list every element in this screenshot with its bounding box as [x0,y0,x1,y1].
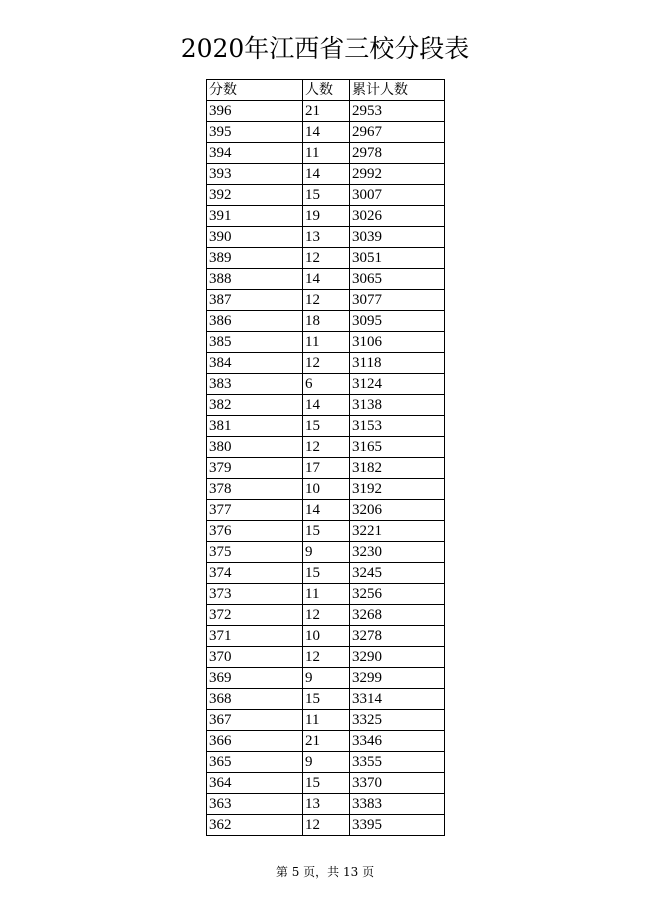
count-cell: 19 [303,206,350,227]
cumulative-cell: 3077 [350,290,445,311]
count-cell: 10 [303,626,350,647]
table-row [207,605,445,626]
table-row [207,500,445,521]
table-row [207,164,445,185]
count-cell: 17 [303,458,350,479]
table-row [207,206,445,227]
cumulative-cell: 3124 [350,374,445,395]
count-cell: 12 [303,437,350,458]
count-cell: 9 [303,752,350,773]
score-cell: 378 [207,479,303,500]
count-cell: 11 [303,710,350,731]
count-cell: 13 [303,794,350,815]
header-cumulative: 累计人数 [350,80,445,101]
score-cell: 369 [207,668,303,689]
cumulative-cell: 3268 [350,605,445,626]
score-cell: 366 [207,731,303,752]
table-row [207,563,445,584]
cumulative-cell: 3314 [350,689,445,710]
cumulative-cell: 2978 [350,143,445,164]
cumulative-cell: 3106 [350,332,445,353]
table-row [207,815,445,836]
cumulative-cell: 3355 [350,752,445,773]
table-row [207,626,445,647]
score-cell: 367 [207,710,303,731]
count-cell: 9 [303,668,350,689]
score-cell: 373 [207,584,303,605]
score-cell: 363 [207,794,303,815]
score-cell: 395 [207,122,303,143]
cumulative-cell: 3325 [350,710,445,731]
count-cell: 11 [303,584,350,605]
count-cell: 11 [303,143,350,164]
table-row [207,710,445,731]
count-cell: 11 [303,332,350,353]
score-cell: 375 [207,542,303,563]
score-cell: 376 [207,521,303,542]
cumulative-cell: 2967 [350,122,445,143]
score-cell: 371 [207,626,303,647]
table-row [207,122,445,143]
table-row [207,794,445,815]
score-cell: 381 [207,416,303,437]
cumulative-cell: 3118 [350,353,445,374]
score-cell: 389 [207,248,303,269]
cumulative-cell: 3278 [350,626,445,647]
count-cell: 12 [303,647,350,668]
score-cell: 394 [207,143,303,164]
table-body [207,101,445,836]
score-cell: 362 [207,815,303,836]
score-cell: 391 [207,206,303,227]
table-row [207,479,445,500]
cumulative-cell: 3383 [350,794,445,815]
count-cell: 15 [303,416,350,437]
cumulative-cell: 3290 [350,647,445,668]
count-cell: 15 [303,521,350,542]
cumulative-cell: 3026 [350,206,445,227]
table-row [207,584,445,605]
cumulative-cell: 3206 [350,500,445,521]
count-cell: 13 [303,227,350,248]
cumulative-cell: 3395 [350,815,445,836]
table-row [207,542,445,563]
count-cell: 15 [303,563,350,584]
cumulative-cell: 3153 [350,416,445,437]
cumulative-cell: 3065 [350,269,445,290]
score-cell: 370 [207,647,303,668]
count-cell: 21 [303,731,350,752]
count-cell: 12 [303,353,350,374]
cumulative-cell: 3346 [350,731,445,752]
count-cell: 12 [303,815,350,836]
score-cell: 377 [207,500,303,521]
count-cell: 14 [303,269,350,290]
score-cell: 372 [207,605,303,626]
table-row [207,353,445,374]
cumulative-cell: 3299 [350,668,445,689]
cumulative-cell: 3370 [350,773,445,794]
table-row [207,311,445,332]
count-cell: 10 [303,479,350,500]
cumulative-cell: 3221 [350,521,445,542]
count-cell: 12 [303,248,350,269]
count-cell: 12 [303,290,350,311]
header-score: 分数 [207,80,303,101]
count-cell: 14 [303,500,350,521]
table-row [207,332,445,353]
score-cell: 374 [207,563,303,584]
table-row [207,752,445,773]
table-row [207,101,445,122]
page-footer: 第 5 页，共 13 页 [275,865,375,879]
header-count: 人数 [303,80,350,101]
table-row [207,290,445,311]
score-cell: 396 [207,101,303,122]
table-row [207,248,445,269]
table-row [207,416,445,437]
score-cell: 393 [207,164,303,185]
score-cell: 365 [207,752,303,773]
score-cell: 384 [207,353,303,374]
table-header-row [207,80,445,101]
score-cell: 387 [207,290,303,311]
score-cell: 382 [207,395,303,416]
count-cell: 6 [303,374,350,395]
table-row [207,689,445,710]
table-row [207,773,445,794]
cumulative-cell: 3039 [350,227,445,248]
count-cell: 9 [303,542,350,563]
score-cell: 385 [207,332,303,353]
score-cell: 368 [207,689,303,710]
table-row [207,668,445,689]
cumulative-cell: 3230 [350,542,445,563]
cumulative-cell: 3192 [350,479,445,500]
cumulative-cell: 3138 [350,395,445,416]
count-cell: 15 [303,773,350,794]
count-cell: 21 [303,101,350,122]
cumulative-cell: 3095 [350,311,445,332]
score-cell: 388 [207,269,303,290]
table-row [207,731,445,752]
table-row [207,227,445,248]
table-row [207,374,445,395]
count-cell: 14 [303,395,350,416]
table-row [207,647,445,668]
count-cell: 15 [303,689,350,710]
score-distribution-table [206,79,445,836]
score-cell: 379 [207,458,303,479]
table-row [207,143,445,164]
cumulative-cell: 3256 [350,584,445,605]
table-row [207,437,445,458]
table-row [207,185,445,206]
cumulative-cell: 3245 [350,563,445,584]
cumulative-cell: 3182 [350,458,445,479]
cumulative-cell: 3007 [350,185,445,206]
page-title: 2020年江西省三校分段表 [180,34,470,63]
score-cell: 392 [207,185,303,206]
table-row [207,395,445,416]
score-cell: 380 [207,437,303,458]
count-cell: 15 [303,185,350,206]
score-cell: 383 [207,374,303,395]
table-row [207,269,445,290]
table-row [207,458,445,479]
table-row [207,521,445,542]
score-cell: 390 [207,227,303,248]
cumulative-cell: 2953 [350,101,445,122]
count-cell: 14 [303,164,350,185]
score-cell: 386 [207,311,303,332]
count-cell: 18 [303,311,350,332]
cumulative-cell: 3165 [350,437,445,458]
score-cell: 364 [207,773,303,794]
cumulative-cell: 2992 [350,164,445,185]
count-cell: 12 [303,605,350,626]
count-cell: 14 [303,122,350,143]
cumulative-cell: 3051 [350,248,445,269]
